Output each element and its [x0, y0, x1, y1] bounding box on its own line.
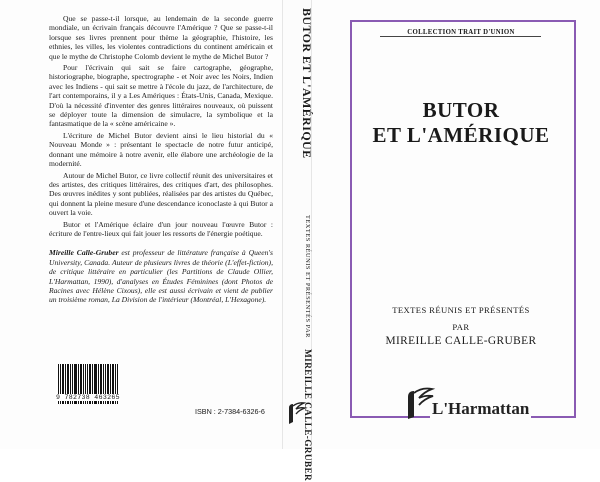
par-label: PAR [452, 322, 470, 332]
front-cover [310, 0, 600, 449]
book-title [370, 98, 552, 148]
spine-title: BUTOR ET L'AMÉRIQUE [300, 8, 314, 159]
collection-name: COLLECTION TRAIT D'UNION [396, 29, 526, 36]
back-paragraph-2: Pour l'écrivain qui sait se faire cartographe, géographe, historiographe, biographe, spectrographe - et Noir avec les Noirs, Indien avec les Indiens - qui sait se mettre à l'école du jazz, de l'architecture, de l'art contemporains, il y a Les Amériques : États-Unis, Canada, Mexique. D'où la nécessité d'inventer des genres littéraires nouveaux, où puissent se déployer toute la dimension de simulacre, la symbolique et la fantasmatique de la « scène américaine ». [49, 63, 273, 129]
cover-frame [350, 20, 576, 418]
barcode-number: 9 782738 463265 [56, 394, 120, 401]
title-line-1: BUTOR [422, 98, 500, 122]
isbn: ISBN : 2-7384-6326-6 [195, 407, 265, 416]
author-bio-text: est professeur de littérature française à Queen's University, Canada. Auteur de plusieurs livres de théorie (L'effet-fiction), de critique littéraire en particulier (les Partitions de Claude Ollier, L'Harmattan, 1990), d'analyses en Études Féminines (dont Photos de Racines avec Hélène Cixous), elle est aussi écrivain et vient de publier un troisième roman, La Division de l'intérieur (Montréal, L'Hexagone). [49, 248, 273, 305]
author-name: MIREILLE CALLE-GRUBER [385, 335, 537, 347]
spine-publisher-logo-icon [284, 400, 308, 426]
back-paragraph-3: L'écriture de Michel Butor devient ainsi le lieu historial du « Nouveau Monde » : présentant le spectacle de notre futur anticipé, donnant une mémoire à notre avenir, elle élabore une archéologie de la modernité. [49, 130, 273, 169]
publisher-name: L'Harmattan [432, 399, 530, 418]
back-paragraph-1: Que se passe-t-il lorsque, au lendemain de la seconde guerre mondiale, un écrivain français découvre l'Amérique ? Que se passe-t-il lorsque ses livres prennent pour thème la géographie, l'histoire, les ethnies, les villes, les violentes contradictions du continent américain et que le mythe de Christophe Colomb devient le mythe de Michel Butor ? [49, 14, 273, 61]
spine-editors: TEXTES RÉUNIS ET PRÉSENTÉS PAR [304, 214, 311, 338]
back-paragraph-5: Butor et l'Amérique éclaire d'un jour nouveau l'œuvre Butor : écriture de l'entre-lieux qui fait jouer les ressorts de l'énergie poétique. [49, 219, 273, 238]
spine-author: MIREILLE CALLE-GRUBER [302, 349, 312, 482]
author-biography [49, 248, 273, 304]
title-line-2: ET L'AMÉRIQUE [372, 123, 550, 147]
collection-rule [380, 36, 541, 37]
publisher-mark [402, 385, 542, 421]
author-bio-name: Mireille Calle-Gruber [49, 248, 119, 258]
editors-credit: TEXTES RÉUNIS ET PRÉSENTÉS [392, 305, 530, 315]
back-paragraph-4: Autour de Michel Butor, ce livre collectif réunit des universitaires et des artistes, des critiques littéraires, des critiques d'art, des philosophes. Des œuvres inédites y sont publiées, réalisées par des artistes du Québec, qui donnent la pleine mesure d'une descendance iconoclaste à qui Butor a ouvert la voie. [49, 170, 273, 218]
back-cover-text [49, 14, 273, 307]
